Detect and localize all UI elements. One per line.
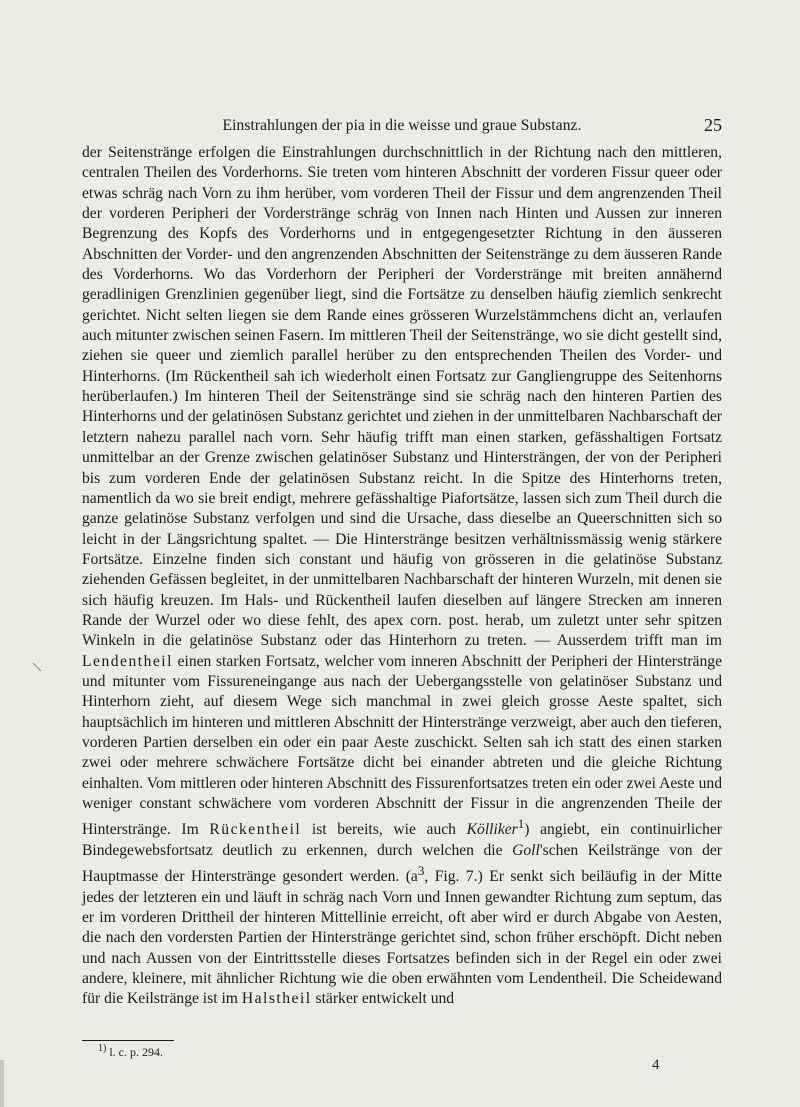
text-run: stärker entwickelt und (311, 990, 455, 1008)
spaced-term-lendentheil: Lendentheil (82, 652, 173, 670)
running-title: Einstrahlungen der pia in die weisse und graue Substanz. (222, 117, 582, 134)
running-head (82, 117, 722, 137)
text-run: ist bereits, wie auch (301, 821, 467, 839)
page-edge-shadow (0, 1060, 4, 1107)
author-name-goll: Goll (512, 841, 540, 859)
body-paragraph (82, 143, 722, 1010)
page-number: 25 (704, 115, 722, 135)
footnote-rule (82, 1040, 174, 1041)
text-run: der Seitenstränge erfolgen die Einstrahlungen durchschnittlich in der Richtung nach den mittleren, centralen Theilen des Vorderhorns. Sie treten vom hinteren Abschnitt der vorderen Fissur queer oder etwas schräg nach Vorn zu ihm herüber, vom vorderen Theil der Fissur und dem angrenzenden Theil der vorderen Peripheri der Vorderstränge schräg von Innen nach Hinten und Aussen zur inneren Begrenzung des Kopfs des Vorderhorns und in entgegengesetzter Richtung in den äusseren Abschnitten der Vorder- und den angrenzenden Abschnitten der Seitenstränge zu dem äusseren Rande des Vorderhorns. Wo das Vorderhorn der Peripheri der Vorderstränge mit breiten annähernd geradlinigen Grenzlinien gegenüber liegt, sind die Fortsätze zu denselben häufig ziemlich senkrecht gerichtet. Nicht selten liegen sie dem Rande eines grösseren Wurzelstämmchens dicht an, verlaufen auch mitunter zwischen seinen Fasern. Im mittleren Theil der Seitenstränge, wo sie dicht gestellt sind, ziehen sie queer und ziemlich parallel herüber zu den entsprechenden Theilen des Vorder- und Hinterhorns. (Im Rückentheil sah ich wiederholt einen Fortsatz zur Gangliengruppe des Seitenhorns herüberlaufen.) Im hinteren Theil der Seitenstränge sind sie schräg nach den hinteren Partien des Hinterhorns und der gelatinösen Substanz gerichtet und ziehen in der unmittelbaren Nachbarschaft der letztern nahezu parallel nach vorn. Sehr häufig trifft man einen starken, gefässhaltigen Fortsatz unmittelbar an der Grenze zwischen gelatinöser Substanz und Hintersträngen, der von der Peripheri bis zum vorderen Ende der gelatinösen Substanz reicht. In die Spitze des Hinterhorns treten, namentlich da wo sie breit endigt, mehrere gefässhaltige Piafortsätze, lassen sich zum Theil durch die ganze gelatinöse Substanz verfolgen und sind die Ursache, dass dieselbe an Queerschnitten sich so leicht in der Längsrichtung spaltet. — Die Hinterstränge besitzen verhältnissmässig wenig stärkere Fortsätze. Einzelne finden sich constant und häufig von grösseren in die gelatinöse Substanz ziehenden Gefässen begleitet, in der unmittelbaren Nachbarschaft der hinteren Wurzeln, mit denen sie sich häufig kreuzen. Im Hals- und Rückentheil laufen dieselben auf längere Strecken am inneren Rande der Wurzel oder wo diese fehlt, des apex corn. post. herab, um zuletzt unter sehr spitzen Winkeln in die gelatinöse Substanz oder das Hinterhorn zu treten. — Ausserdem trifft man im (82, 144, 722, 650)
footnote (98, 1043, 163, 1060)
footnote-reference: 1 (517, 816, 525, 832)
figure-superscript: 3 (417, 863, 425, 879)
author-name-koelliker: Kölliker (466, 821, 518, 839)
text-run: , Fig. 7.) Er senkt sich beiläufig in der Mitte jedes der letzteren ein und läuft in schräg nach Vorn und Innen gewandter Richtung zum septum, das er im vorderen Drittheil der hinteren Mittellinie erreicht, oft aber wird er durch Abgabe von Aesten, die nach den vordersten Partien der Hinterstränge gerichtet sind, schon früher erschöpft. Dicht neben und nach Aussen von der Eintrittsstelle dieses Fortsatzes befinden sich in der Regel ein oder zwei andere, kleinere, mit ähnlicher Richtung wie die oben erwähnten vom Lendentheil. Die Scheidewand für die Keilstränge ist im (82, 868, 722, 1008)
spaced-term-rueckentheil: Rückentheil (209, 821, 302, 839)
text-run: 'schen Keilstränge von der Hauptmasse der Hinterstränge gesondert werden. (a (82, 841, 722, 886)
footnote-text: l. c. p. 294. (109, 1045, 164, 1059)
footnote-marker: 1) (98, 1043, 107, 1054)
text-run: einen starken Fortsatz, welcher vom inneren Abschnitt der Peripheri der Hinterstränge und mitunter vom Fissureneingange aus nach der Uebergangsstelle von gelatinöser Substanz und Hinterhorn zieht, auf diesem Wege sich manchmal in zwei gleich grosse Aeste spaltet, sich hauptsächlich im hinteren und mittleren Abschnitt der Hinterstränge verzweigt, aber auch den tieferen, vorderen Partien derselben ein oder ein paar Aeste zuschickt. Selten sah ich statt des einen starken zwei oder mehrere schwächere Fortsätze dicht bei einander abtreten und die gleiche Richtung einhalten. Vom mittleren oder hinteren Abschnitt des Fissurenfortsatzes treten ein oder zwei Aeste und weniger constant schwächere vom vorderen Abschnitt der Fissur in die angrenzenden Theile der Hinterstränge. Im (82, 652, 722, 839)
margin-tick-mark (32, 662, 42, 672)
text-run: ) angiebt, ein continuirlicher Bindegewebsfortsatz deutlich zu erkennen, durch welchen die (82, 821, 723, 859)
signature-mark: 4 (652, 1057, 660, 1073)
spaced-term-halstheil: Halstheil (241, 990, 312, 1008)
